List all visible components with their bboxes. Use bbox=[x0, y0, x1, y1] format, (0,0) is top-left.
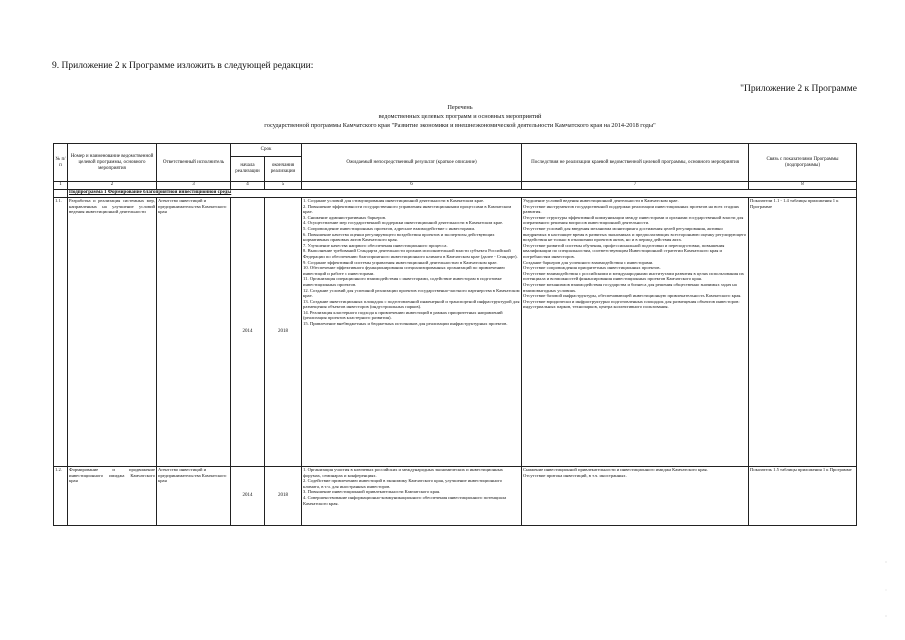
result-item: 5. Сопровождение инвестиционных проектов, адресное взаимодействие с инвесторами. bbox=[303, 225, 476, 231]
consequence-item: Отсутствие притока инвестиций, в т.ч. иностранных. bbox=[523, 472, 627, 478]
result-item: 9. Создание эффективной системы управления инвестиционной деятельностью в Камчатском крае. bbox=[303, 259, 498, 265]
header-start: начала реализации bbox=[231, 157, 265, 182]
header-end: окончания реализации bbox=[265, 157, 302, 182]
header-consequences: Последствия не реализации краевой ведомственной целевой программы, основного мероприятия bbox=[522, 144, 749, 182]
result-item: 7. Улучшение качества напрвого обеспечения инвестиционного процесса. bbox=[303, 242, 448, 248]
result-item: 15. Привлечение внебюджетных и бюджетных источников для реализации инфраструктурных проектов. bbox=[303, 321, 508, 327]
row-num: 1.1. bbox=[54, 198, 68, 467]
column-number: 7 bbox=[522, 182, 749, 190]
consequence-item: Создание барьеров для успешного взаимодействия с инвесторами. bbox=[523, 259, 654, 265]
result-item: 2. Содействие привлечению инвестиций в экономику Камчатского края, улучшение инвестиционного климата, в т.ч. для иностранных инвесторов. bbox=[303, 478, 503, 489]
row-executor: Агентство инвестиций и предпринимательства Камчатского края bbox=[157, 467, 231, 526]
row-link: Показатели 1.1 - 1.4 таблицы приложения 1 к Программе bbox=[749, 198, 857, 467]
row-start: 2014 bbox=[231, 198, 265, 467]
row-consequences bbox=[522, 467, 749, 526]
result-item: 12. Создание условий для успешной реализации проектов государственно-частного партнерства в Камчатском крае. bbox=[303, 287, 520, 299]
intro-text: 9. Приложение 2 к Программе изложить в следующей редакции: bbox=[52, 61, 314, 71]
consequence-item: Отсутствие сопровождения приоритетных инвестиционных проектов. bbox=[523, 265, 661, 271]
subprogram-row bbox=[54, 190, 857, 198]
row-consequences bbox=[522, 198, 749, 467]
result-item: 1. Создание условий для стимулирования инвестиционной деятельности в Камчатском крае. bbox=[303, 198, 485, 203]
column-number: 1 bbox=[54, 182, 68, 190]
row-num: 1.2. bbox=[54, 467, 68, 526]
program-title: государственной программы Камчатского края "Развитие экономики и внешнеэкономической деятельности Камчатского края на 2014-2018 годы" bbox=[264, 122, 656, 129]
result-item: 11. Организация операционного взаимодействия с инвесторами, содействие инвесторам в подготовке инвестиционных проектов. bbox=[303, 276, 502, 287]
table-row bbox=[54, 198, 857, 467]
row-name: Формирование и продвижение инвестиционного имиджа Камчатского края bbox=[68, 467, 157, 526]
result-item: 3. Повышение инвестиционной привлекательности Камчатского края. bbox=[303, 489, 441, 495]
consequence-item: Отсутствие юридически и инфраструктурно подготовленных площадок для размещения объектов инвесторов: индустриальных парков, технопарков, центра коллективного пользования. bbox=[523, 298, 740, 310]
consequence-item: Отсутствие взаимодействия с российскими и международными институтами развития в целях использования их потенциала и возможностей финансирования инвестиционных проектов Камчатского края. bbox=[523, 270, 744, 282]
header-link: Связь с показателями Программы (подпрограммы) bbox=[749, 144, 857, 182]
column-number: 2 bbox=[68, 182, 157, 190]
row-result bbox=[302, 467, 522, 526]
column-numbers-row bbox=[54, 182, 857, 190]
row-link: Показатель 1.5 таблицы приложения 1 к Программе bbox=[749, 467, 857, 526]
row-end: 2018 bbox=[265, 198, 302, 467]
column-number: 4 bbox=[231, 182, 265, 190]
consequence-item: Отсутствие условий для введения механизма мониторинга достижения целей регулирования, активно внедряемых в настоящее время в развитых экономиках и предполагающих всестороннюю оценку регулирующего воздействия не только в отношении проектов актов, но и в период действия акта. bbox=[523, 225, 747, 243]
table-row bbox=[54, 467, 857, 526]
result-item: 2. Повышение эффективности государственного управления инвестиционными процессами в Камчатском крае. bbox=[303, 203, 512, 215]
list-subtitle: ведомственных целевых программ и основных мероприятий bbox=[378, 113, 542, 120]
consequence-item: Ухудшение условий ведения инвестиционной деятельности в Камчатском крае. bbox=[523, 198, 679, 203]
row-name: Разработка и реализация системных мер, направленных на улучшение условий ведения инвестиционной деятельности bbox=[68, 198, 157, 467]
result-item: 13. Создание инвестиционных площадок с подготовленной инженерной и транспортной инфраструктурой для размещения объектов инвесторов (индустриальных парков). bbox=[303, 298, 520, 310]
consequence-item: Отсутствие развитой системы обучения, профессиональной подготовки и переподготовки, повышения квалификации по специальностям, соответствующим Инвестиционной стратегии Камчатского края и потребностям инвесторов. bbox=[523, 242, 725, 259]
column-number: 8 bbox=[749, 182, 857, 190]
column-number: 5 bbox=[265, 182, 302, 190]
consequence-item: Отсутствие механизмов взаимодействия государства и бизнеса для решения общественно значимых задач на взаимовыгодных условиях. bbox=[523, 281, 737, 293]
result-item: 4. Осуществление мер государственной поддержки инвестиционной деятельности в Камчатском крае. bbox=[303, 220, 504, 226]
header-term: Срок bbox=[231, 144, 302, 157]
column-number: 6 bbox=[302, 182, 522, 190]
consequence-item: Отсутствие базовой инфраструктуры, обеспечивающей инвестиционную привлекательность Камчатского края. bbox=[523, 293, 742, 299]
consequence-item: Снижение инвестиционной привлекательности и инвестиционного имиджа Камчатского края. bbox=[523, 467, 708, 472]
result-item: 8. Выполнение требований Стандарта деятельности органов исполнительной власти субъекта Российской Федерации по обеспечению благоприятного инвестиционного климата в Камчатском крае (далее - Стандарт). bbox=[303, 248, 518, 259]
row-end: 2018 bbox=[265, 467, 302, 526]
result-item: 4. Совершенствование информационно-коммуникационного обеспечения инвестиционного потенциала Камчатского края. bbox=[303, 494, 507, 506]
consequence-item: Отсутствие инструментов государственной поддержки реализации инвестиционных проектов на всех стадиях развития. bbox=[523, 203, 740, 215]
header-executor: Ответственный исполнитель bbox=[157, 144, 231, 182]
result-item: 3. Снижение административных барьеров. bbox=[303, 214, 387, 220]
consequence-item: Отсутствие структуры эффективной коммуникации между инвесторами и органами государственной власти для оперативного решения вопросов инвестиционной деятельности. bbox=[523, 214, 744, 226]
header-result: Ожидаемый непосредственный результат (краткое описание) bbox=[302, 144, 522, 182]
row-start: 2014 bbox=[231, 467, 265, 526]
result-item: 14. Реализация кластерного подхода к привлечению инвестиций в рамках приоритетных направлений (реализация проектов кластерного развития). bbox=[303, 309, 503, 321]
programs-table bbox=[53, 143, 857, 526]
header-name: Номер и наименование ведомственной целевой программы, основного мероприятия bbox=[68, 144, 157, 182]
header-num: № п/п bbox=[54, 144, 68, 182]
appendix-label: "Приложение 2 к Программе bbox=[740, 84, 857, 94]
column-number: 3 bbox=[157, 182, 231, 190]
list-title: Перечень bbox=[447, 104, 473, 111]
result-item: 10. Обеспечение эффективного функционирования специализированных организаций по привлечению инвестиций и работе с инвесторами. bbox=[303, 265, 505, 276]
result-item: 6. Повышение качества оценки регулирующего воздействия проектов и экспертизы действующих нормативных правовых актов Камчатского края. bbox=[303, 231, 495, 243]
row-executor: Агентство инвестиций и предпринимательства Камчатского края bbox=[157, 198, 231, 467]
scan-specks bbox=[885, 560, 887, 620]
result-item: 1. Организация участия в ключевых российских и международных экономических и инвестиционных форумах, семинарах и конференциях. bbox=[303, 467, 503, 478]
row-result bbox=[302, 198, 522, 467]
subprogram-title: Подпрограмма 1 Формирование благоприятной инвестиционной среды bbox=[69, 190, 232, 195]
